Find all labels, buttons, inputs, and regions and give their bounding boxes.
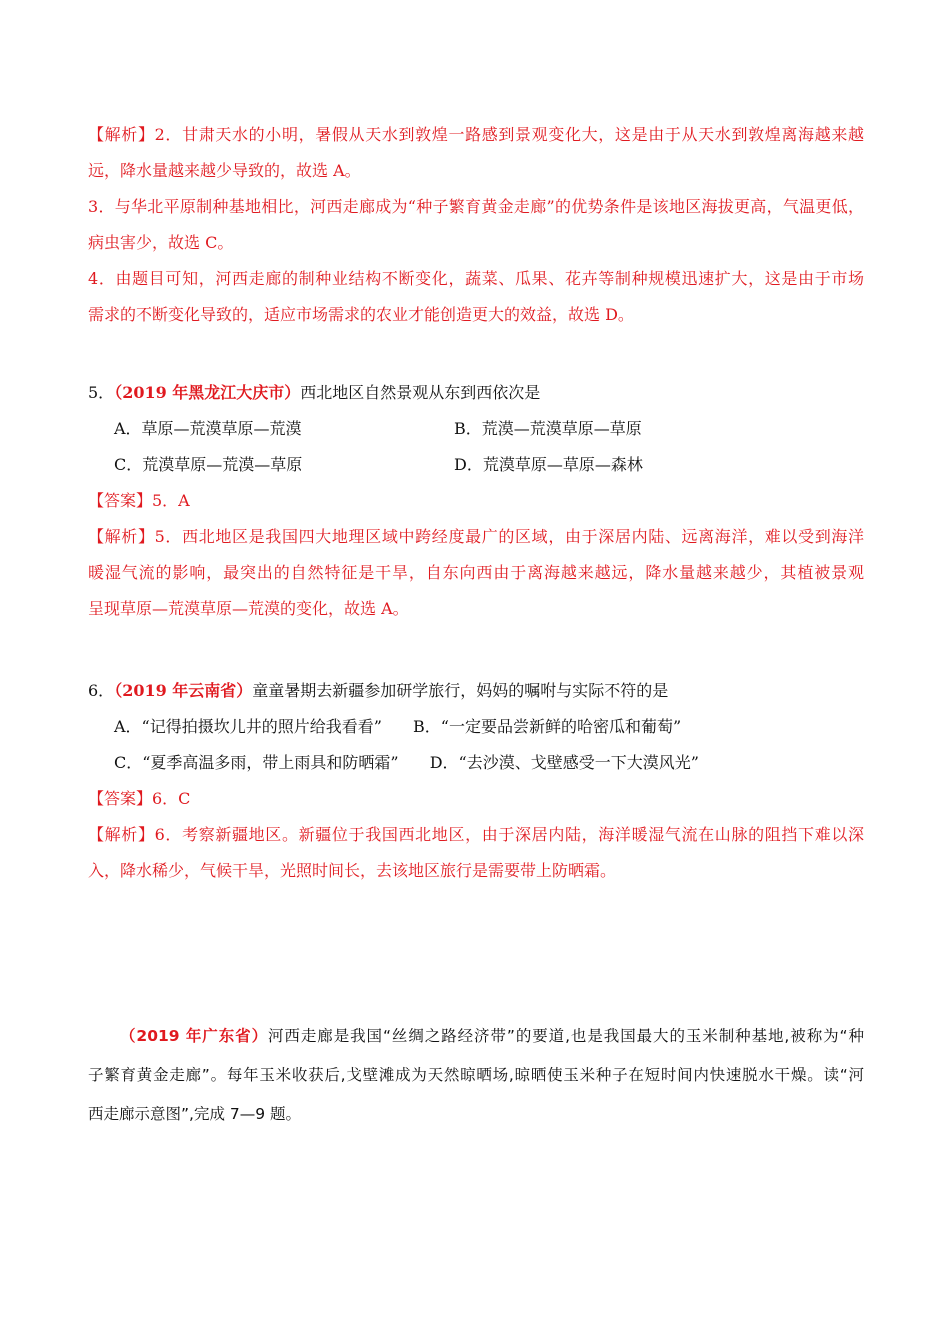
question-7-9-line-2: 子繁育黄金走廊”。每年玉米收获后,戈壁滩成为天然晾晒场,晾晒使玉米种子在短时间内快速脱水干燥。读“河 [88,1066,864,1084]
question-7-9-text-1: 河西走廊是我国“丝绸之路经济带”的要道,也是我国最大的玉米制种基地,被称为“种 [268,1027,864,1045]
question-6-source: （2019 年云南省） [114,681,253,700]
question-5-answer: 【答案】5．A [88,491,190,510]
question-6-explanation-line-1: 【解析】6．考察新疆地区。新疆位于我国西北地区，由于深居内陆，海洋暖湿气流在山脉的阻挡下难以深 [88,825,864,844]
question-5 [88,375,864,627]
question-6-option-c: C．“夏季高温多雨，带上雨具和防晒霜” [114,753,399,772]
question-6-explanation-line-2: 入，降水稀少，气候干旱，光照时间长，去该地区旅行是需要带上防晒霜。 [88,861,617,880]
question-6-option-b: B．“一定要品尝新鲜的哈密瓜和葡萄” [413,717,682,736]
question-5-text: 西北地区自然景观从东到西依次是 [300,383,541,402]
explanation-3-line-1: 3．与华北平原制种基地相比，河西走廊成为“种子繁育黄金走廊”的优势条件是该地区海拔更高，气温更低， [88,197,864,216]
question-5-option-b: B．荒漠—荒漠草原—草原 [454,419,642,438]
question-5-explanation-line-3: 呈现草原—荒漠草原—荒漠的变化，故选 A。 [88,599,409,618]
question-5-explanation-line-1: 【解析】5．西北地区是我国四大地理区域中跨经度最广的区域，由于深居内陆、远离海洋，难以受到海洋 [88,527,864,546]
explanation-3-line-2: 病虫害少，故选 C。 [88,233,234,252]
question-5-options-row-1 [88,411,864,447]
question-5-number: 5． [88,383,115,402]
question-7-9-stem [88,1017,864,1134]
question-5-options-row-2 [88,447,864,483]
question-5-source: （2019 年黑龙江大庆市） [114,383,301,402]
explanation-2-line-2: 远，降水量越来越少导致的，故选 A。 [88,161,361,180]
explanation-2-line-1: 【解析】2．甘肃天水的小明，暑假从天水到敦煌一路感到景观变化大，这是由于从天水到敦煌离海越来越 [88,125,864,144]
question-6-option-d: D．“去沙漠、戈壁感受一下大漠风光” [429,753,699,772]
question-7-9-line-3: 西走廊示意图”,完成 7—9 题。 [88,1105,302,1123]
explanation-4-line-1: 4．由题目可知，河西走廊的制种业结构不断变化，蔬菜、瓜果、花卉等制种规模迅速扩大，这是由于市场 [88,269,864,288]
question-5-stem [88,375,864,411]
explanation-4-line-2: 需求的不断变化导致的，适应市场需求的农业才能创造更大的效益，故选 D。 [88,305,634,324]
question-5-explanation-line-2: 暖湿气流的影响，最突出的自然特征是干旱，自东向西由于离海越来越远，降水量越来越少，其植被景观 [88,563,864,582]
question-5-option-a: A．草原—荒漠草原—荒漠 [114,419,302,438]
question-5-option-c: C．荒漠草原—荒漠—草原 [114,455,303,474]
question-7-9-source: （2019 年广东省） [120,1027,268,1045]
question-7-9-line-1 [88,1017,864,1056]
question-6 [88,673,864,889]
explanation-block-2-4 [88,117,864,333]
question-6-answer: 【答案】6．C [88,789,191,808]
question-6-option-a: A．“记得拍摄坎儿井的照片给我看看” [114,717,382,736]
question-6-stem [88,673,864,709]
question-6-number: 6． [88,681,115,700]
question-6-text: 童童暑期去新疆参加研学旅行，妈妈的嘱咐与实际不符的是 [252,681,669,700]
question-5-option-d: D．荒漠草原—草原—森林 [454,455,643,474]
